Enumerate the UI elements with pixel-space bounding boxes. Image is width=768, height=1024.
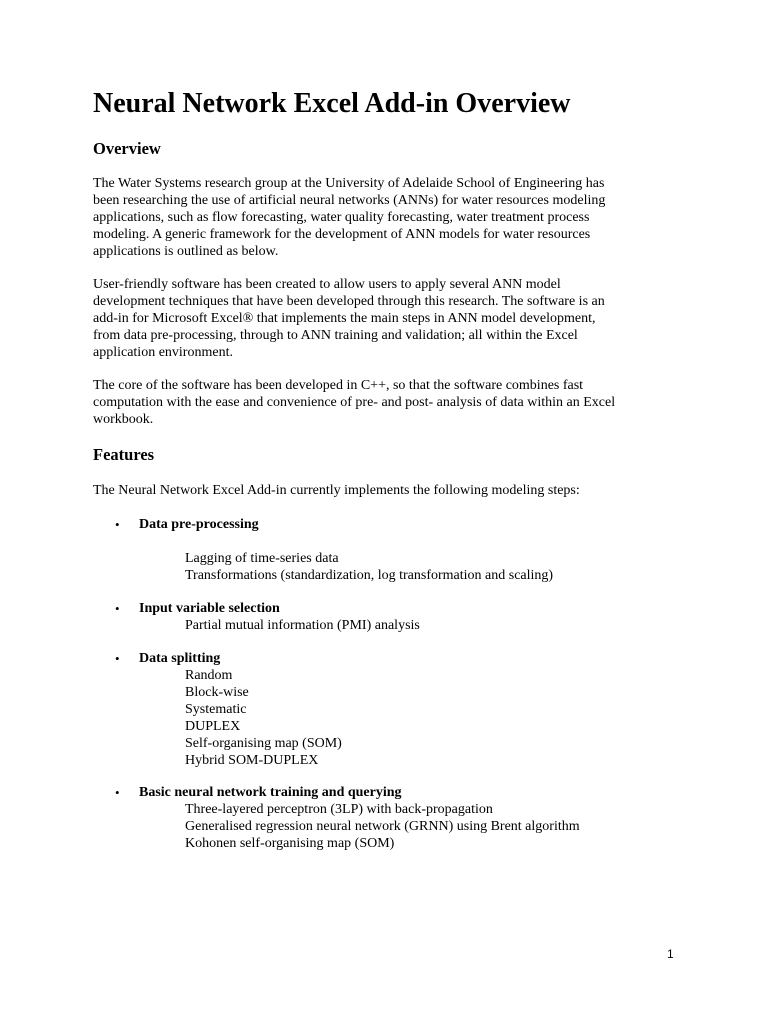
feature-group-header xyxy=(93,650,693,667)
paragraph-line: applications, such as flow forecasting, water quality forecasting, water treatment process xyxy=(93,210,590,225)
feature-item: Transformations (standardization, log transformation and scaling) xyxy=(185,568,554,583)
paragraph-line: development techniques that have been developed through this research. The software is an xyxy=(93,294,605,309)
feature-item: Kohonen self-organising map (SOM) xyxy=(185,836,395,851)
overview-paragraph-3 xyxy=(93,377,683,428)
feature-item: Three-layered perceptron (3LP) with back-propagation xyxy=(185,802,493,817)
features-intro xyxy=(93,482,683,499)
bullet-icon: • xyxy=(115,651,120,666)
paragraph-line: been researching the use of artificial neural networks (ANNs) for water resources modeling xyxy=(93,193,606,208)
document-title: Neural Network Excel Add-in Overview xyxy=(93,88,571,119)
paragraph-line: The Water Systems research group at the University of Adelaide School of Engineering has xyxy=(93,176,605,191)
paragraph-line: applications is outlined as below. xyxy=(93,244,279,259)
paragraph-line: add-in for Microsoft Excel® that implements the main steps in ANN model development, xyxy=(93,311,596,326)
bullet-icon: • xyxy=(115,601,120,616)
feature-group-data-preprocessing xyxy=(93,516,693,584)
feature-item: Partial mutual information (PMI) analysis xyxy=(185,618,420,633)
feature-group-label: Input variable selection xyxy=(139,601,280,616)
feature-group-data-splitting xyxy=(93,650,693,769)
overview-paragraph-1 xyxy=(93,175,683,260)
bullet-icon: • xyxy=(115,517,120,532)
paragraph-line: computation with the ease and convenience of pre- and post- analysis of data within an Excel xyxy=(93,395,616,410)
overview-paragraph-2 xyxy=(93,276,683,361)
feature-group-basic-nn-training xyxy=(93,784,693,852)
feature-group-header xyxy=(93,784,693,801)
feature-item: Hybrid SOM-DUPLEX xyxy=(185,753,319,768)
feature-group-header xyxy=(93,516,693,533)
features-heading: Features xyxy=(93,445,155,464)
paragraph-line: from data pre-processing, through to ANN training and validation; all within the Excel xyxy=(93,328,578,343)
feature-group-label: Data splitting xyxy=(139,651,221,666)
paragraph-line: The core of the software has been developed in C++, so that the software combines fast xyxy=(93,378,584,393)
feature-item: Block-wise xyxy=(185,685,249,700)
paragraph-line: The Neural Network Excel Add-in currently implements the following modeling steps: xyxy=(93,483,580,498)
feature-group-label: Basic neural network training and querying xyxy=(139,785,402,800)
paragraph-line: workbook. xyxy=(93,412,154,427)
feature-item: Generalised regression neural network (GRNN) using Brent algorithm xyxy=(185,819,580,834)
bullet-icon: • xyxy=(115,785,120,800)
paragraph-line: User-friendly software has been created to allow users to apply several ANN model xyxy=(93,277,561,292)
paragraph-line: application environment. xyxy=(93,345,233,360)
feature-group-header xyxy=(93,600,693,617)
feature-item: Random xyxy=(185,668,233,683)
feature-item: Self-organising map (SOM) xyxy=(185,736,342,751)
paragraph-line: modeling. A generic framework for the development of ANN models for water resources xyxy=(93,227,591,242)
feature-item: Lagging of time-series data xyxy=(185,551,339,566)
feature-group-input-variable-selection xyxy=(93,600,693,634)
feature-item: DUPLEX xyxy=(185,719,241,734)
feature-group-label: Data pre-processing xyxy=(139,517,259,532)
feature-item: Systematic xyxy=(185,702,247,717)
overview-heading: Overview xyxy=(93,139,161,158)
page-number: 1 xyxy=(667,947,674,961)
